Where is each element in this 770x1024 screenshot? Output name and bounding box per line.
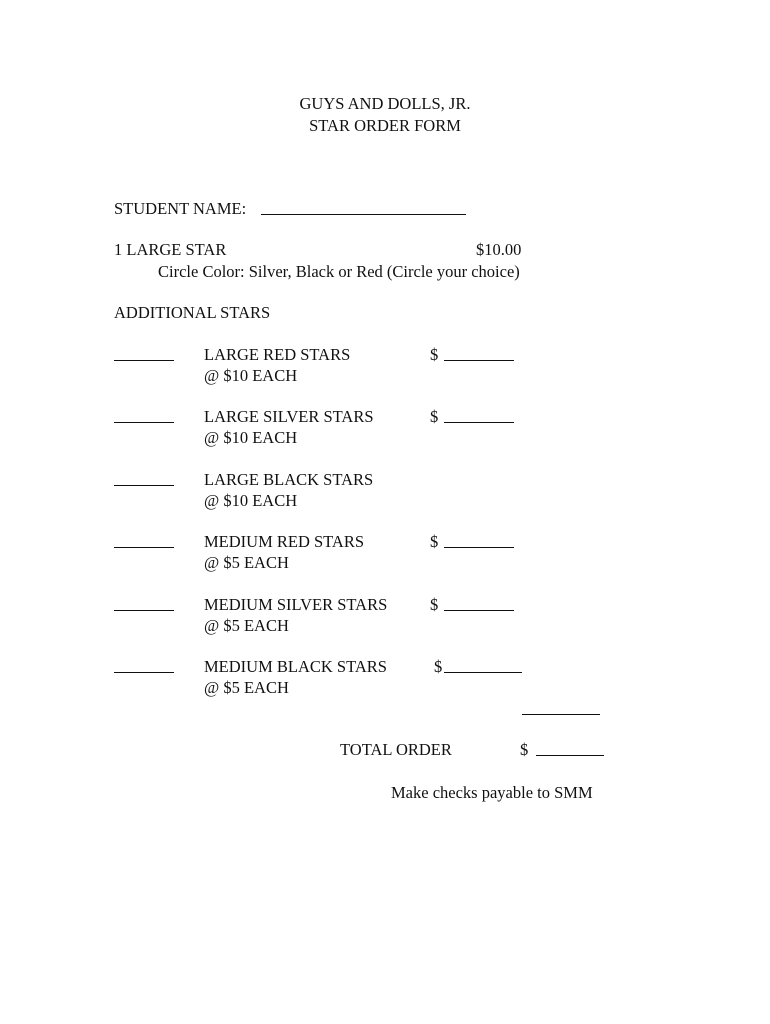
additional-stars-heading: ADDITIONAL STARS <box>114 303 271 322</box>
large-silver-amount-field[interactable] <box>444 422 514 423</box>
large-silver-name: LARGE SILVER STARS <box>204 407 374 426</box>
large-red-dollar-sign: $ <box>430 345 439 364</box>
medium-red-qty-field[interactable] <box>114 547 174 548</box>
medium-red-price-each: @ $5 EACH <box>204 553 289 572</box>
medium-silver-qty-field[interactable] <box>114 610 174 611</box>
medium-black-qty-field[interactable] <box>114 672 174 673</box>
medium-red-name: MEDIUM RED STARS <box>204 532 365 551</box>
large-red-qty-field[interactable] <box>114 360 174 361</box>
total-order-label: TOTAL ORDER <box>340 740 452 759</box>
checks-payable-note: Make checks payable to SMM <box>391 783 593 802</box>
large-black-qty-field[interactable] <box>114 485 174 486</box>
medium-silver-amount-field[interactable] <box>444 610 514 611</box>
large-red-name: LARGE RED STARS <box>204 345 351 364</box>
medium-black-price-each: @ $5 EACH <box>204 678 289 697</box>
large-black-price-each: @ $10 EACH <box>204 491 298 510</box>
medium-red-dollar-sign: $ <box>430 532 439 551</box>
medium-silver-dollar-sign: $ <box>430 595 439 614</box>
large-silver-qty-field[interactable] <box>114 422 174 423</box>
form-title-line1: GUYS AND DOLLS, JR. <box>299 94 471 113</box>
medium-silver-name: MEDIUM SILVER STARS <box>204 595 388 614</box>
large-star-price: $10.00 <box>476 240 522 259</box>
large-star-label: 1 LARGE STAR <box>114 240 227 259</box>
medium-silver-price-each: @ $5 EACH <box>204 616 289 635</box>
large-red-amount-field[interactable] <box>444 360 514 361</box>
large-silver-price-each: @ $10 EACH <box>204 428 298 447</box>
student-name-label: STUDENT NAME: <box>114 199 247 218</box>
medium-black-dollar-sign: $ <box>434 657 443 676</box>
medium-black-amount-field[interactable] <box>444 672 522 673</box>
form-title-line2: STAR ORDER FORM <box>309 116 461 135</box>
total-amount-field[interactable] <box>536 755 604 756</box>
total-dollar-sign: $ <box>520 740 529 759</box>
medium-red-amount-field[interactable] <box>444 547 514 548</box>
sum-rule <box>522 714 600 715</box>
student-name-field[interactable] <box>261 214 466 215</box>
circle-color-instructions: Circle Color: Silver, Black or Red (Circle your choice) <box>158 262 520 281</box>
medium-black-name: MEDIUM BLACK STARS <box>204 657 387 676</box>
large-red-price-each: @ $10 EACH <box>204 366 298 385</box>
large-silver-dollar-sign: $ <box>430 407 439 426</box>
large-black-name: LARGE BLACK STARS <box>204 470 374 489</box>
